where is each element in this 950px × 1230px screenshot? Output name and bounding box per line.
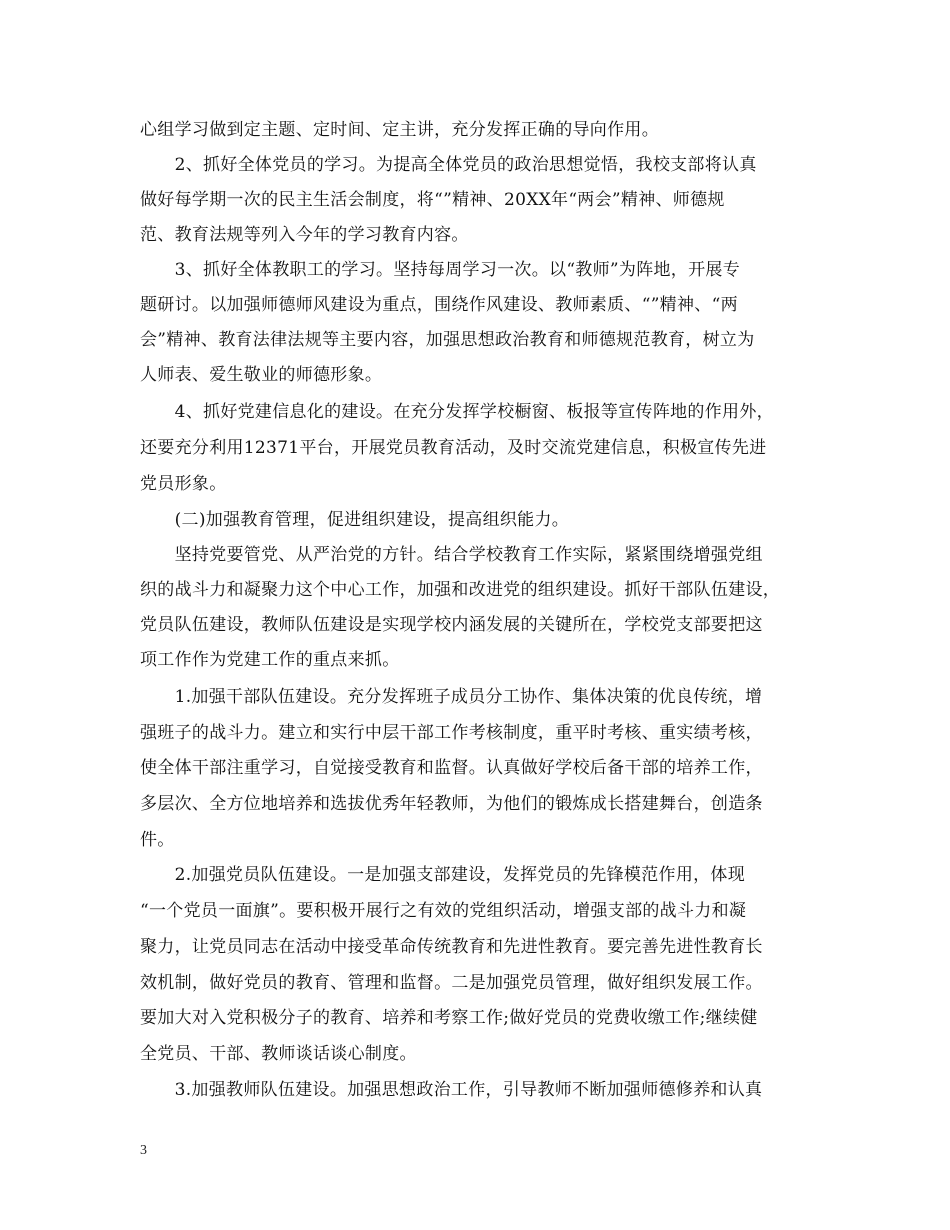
text-line: 要加大对入党积极分子的教育、培养和考察工作;做好党员的党费收缴工作;继续健 [140, 1008, 758, 1028]
text-line: 人师表、爱生敬业的师德形象。 [140, 365, 383, 385]
text-line: 还要充分利用12371平台，开展党员教育活动，及时交流党建信息，积极宣传先进 [140, 438, 767, 458]
text-line: 心组学习做到定主题、定时间、定主讲，充分发挥正确的导向作用。 [140, 120, 659, 140]
text-line: 坚持党要管党、从严治党的方针。结合学校教育工作实际，紧紧围绕增强党组 [140, 545, 763, 565]
text-line: “一个党员一面旗”。要积极开展行之有效的党组织活动，增强支部的战斗力和凝 [140, 901, 747, 921]
text-line: 多层次、全方位地培养和选拔优秀年轻教师，为他们的锻炼成长搭建舞台，创造条 [140, 794, 763, 814]
text-line: (二)加强教育管理，促进组织建设，提高组织能力。 [140, 510, 570, 530]
text-line: 会”精神、教育法律法规等主要内容，加强思想政治教育和师德规范教育，树立为 [140, 330, 755, 350]
text-line: 项工作作为党建工作的重点来抓。 [140, 650, 400, 670]
text-line: 全党员、干部、教师谈话谈心制度。 [140, 1044, 417, 1064]
text-line: 题研讨。以加强师德师风建设为重点，围绕作风建设、教师素质、“”精神、“两 [140, 295, 738, 315]
text-line: 件。 [140, 830, 175, 850]
text-line: 织的战斗力和凝聚力这个中心工作，加强和改进党的组织建设。抓好干部队伍建设， [140, 580, 781, 600]
text-line: 强班子的战斗力。建立和实行中层干部工作考核制度，重平时考核、重实绩考核， [140, 723, 763, 743]
text-line: 范、教育法规等列入今年的学习教育内容。 [140, 225, 469, 245]
text-line: 效机制，做好党员的教育、管理和监督。二是加强党员管理，做好组织发展工作。 [140, 973, 763, 993]
text-line: 党员形象。 [140, 474, 227, 494]
text-line: 聚力，让党员同志在活动中接受革命传统教育和先进性教育。要完善先进性教育长 [140, 937, 763, 957]
text-line: 党员队伍建设，教师队伍建设是实现学校内涵发展的关键所在，学校党支部要把这 [140, 615, 763, 635]
text-line: 使全体干部注重学习，自觉接受教育和监督。认真做好学校后备干部的培养工作， [140, 758, 763, 778]
text-line: 4、抓好党建信息化的建设。在充分发挥学校橱窗、板报等宣传阵地的作用外， [140, 402, 774, 422]
text-line: 2、抓好全体党员的学习。为提高全体党员的政治思想觉悟，我校支部将认真 [140, 155, 757, 175]
text-line: 1.加强干部队伍建设。充分发挥班子成员分工协作、集体决策的优良传统，增 [140, 687, 763, 707]
text-line: 2.加强党员队伍建设。一是加强支部建设，发挥党员的先锋模范作用，体现 [140, 865, 746, 885]
text-line: 3.加强教师队伍建设。加强思想政治工作，引导教师不断加强师德修养和认真 [140, 1080, 763, 1100]
page-number: 3 [140, 1143, 147, 1158]
text-line: 3、抓好全体教职工的学习。坚持每周学习一次。以“教师”为阵地，开展专 [140, 260, 740, 280]
text-line: 做好每学期一次的民主生活会制度，将“”精神、20XX年“两会”精神、师德规 [140, 190, 725, 210]
